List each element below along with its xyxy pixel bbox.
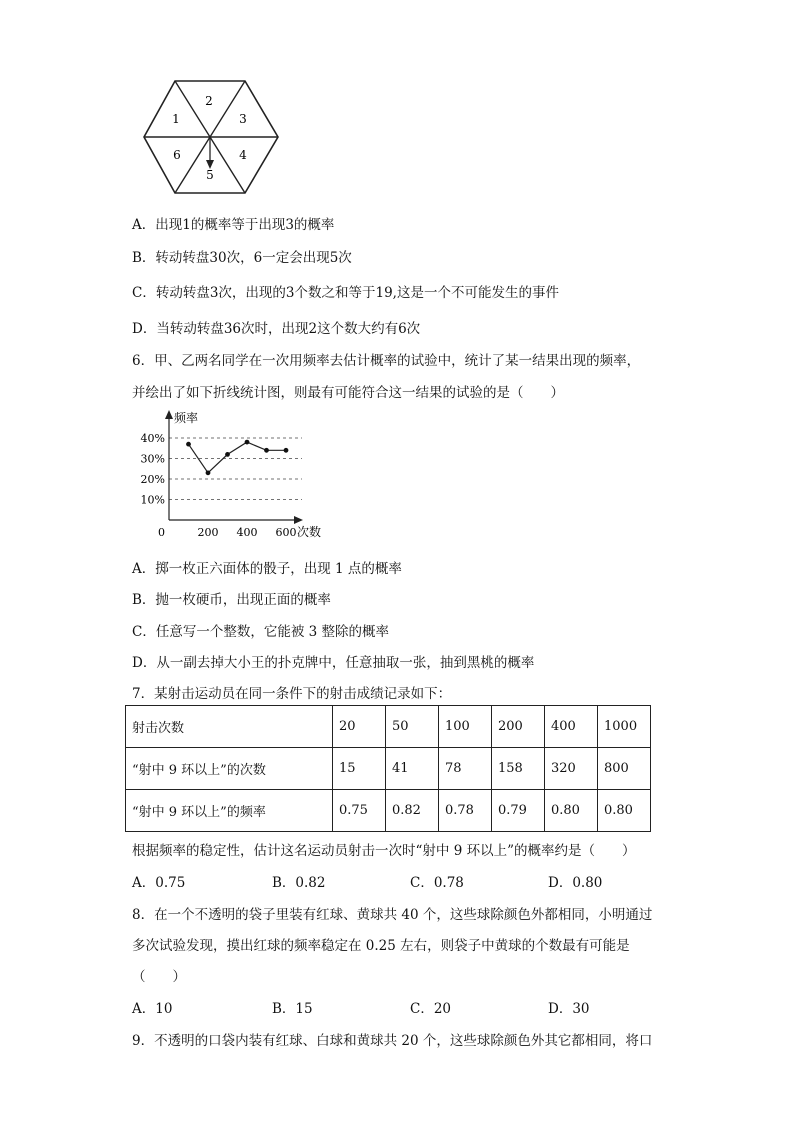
q5-option-c: C．转动转盘3次，出现的3个数之和等于19,这是一个不可能发生的事件 (132, 285, 559, 301)
q7-option-a: A．0.75 (132, 875, 186, 891)
q8-stem-line-2: 多次试验发现，摸出红球的频率稳定在 0.25 左右，则袋子中黄球的个数最有可能是 (132, 938, 630, 954)
table-cell: 射击次数 (126, 706, 333, 748)
q7-stem: 7．某射击运动员在同一条件下的射击成绩记录如下： (132, 686, 452, 702)
table-cell: 800 (598, 748, 651, 790)
spinner-sector-label: 1 (172, 112, 180, 126)
data-point (225, 452, 230, 457)
q6-option-c: C．任意写一个整数，它能被 3 整除的概率 (132, 624, 390, 640)
q6-stem-line-2: 并绘出了如下折线统计图，则最有可能符合这一结果的试验的是（ ） (132, 385, 564, 401)
y-axis-label: 频率 (174, 411, 199, 425)
table-cell: 78 (439, 748, 492, 790)
table-row (126, 790, 651, 832)
data-point (206, 470, 211, 475)
x-tick-label: 0 (158, 526, 165, 539)
table-cell: “射中 9 环以上”的频率 (126, 790, 333, 832)
table-cell: 200 (492, 706, 545, 748)
y-tick-label: 10% (140, 493, 165, 507)
q6-option-d: D．从一副去掉大小王的扑克牌中，任意抽取一张，抽到黑桃的概率 (132, 655, 535, 671)
spinner-sector-label: 6 (173, 148, 181, 162)
table-cell: 41 (386, 748, 439, 790)
q8-stem-line-3: （ ） (132, 969, 186, 985)
y-tick-label: 40% (140, 432, 165, 445)
table-cell: 15 (333, 748, 386, 790)
data-point (186, 442, 191, 447)
frequency-line-chart (134, 407, 354, 542)
table-row (126, 706, 651, 748)
x-tick-label: 600 (275, 526, 297, 539)
table-row (126, 748, 651, 790)
table-cell: 320 (545, 748, 598, 790)
y-axis-arrow (165, 410, 173, 419)
q8-option-d: D．30 (548, 1001, 590, 1017)
q7-option-c: C．0.78 (410, 875, 464, 891)
y-tick-label: 20% (140, 473, 165, 486)
x-axis-arrow (294, 516, 303, 524)
table-cell: 0.78 (439, 790, 492, 832)
table-cell: 0.80 (598, 790, 651, 832)
table-cell: 0.79 (492, 790, 545, 832)
q7-option-d: D．0.80 (548, 875, 603, 891)
q8-stem-line-1: 8．在一个不透明的袋子里装有红球、黄球共 40 个，这些球除颜色外都相同，小明通过 (132, 907, 653, 923)
y-tick-label: 30% (140, 452, 165, 466)
table-cell: 0.80 (545, 790, 598, 832)
spinner-figure (140, 78, 282, 198)
spinner-sector-label: 5 (206, 168, 214, 182)
data-point (264, 448, 269, 453)
q8-option-b: B．15 (272, 1001, 313, 1017)
q8-option-a: A．10 (132, 1001, 173, 1017)
q6-stem-line-1: 6．甲、乙两名同学在一次用频率去估计概率的试验中，统计了某一结果出现的频率， (132, 353, 641, 369)
q5-option-b: B．转动转盘30次，6一定会出现5次 (132, 250, 352, 266)
q6-option-b: B．抛一枚硬币，出现正面的概率 (132, 592, 331, 608)
q7-question: 根据频率的稳定性，估计这名运动员射击一次时“射中 9 环以上”的概率约是（ ） (132, 843, 636, 859)
table-cell: 158 (492, 748, 545, 790)
x-tick-label: 400 (236, 526, 258, 539)
spinner-sector-label: 2 (205, 94, 213, 108)
table-cell: “射中 9 环以上”的次数 (126, 748, 333, 790)
data-point (284, 448, 289, 453)
q5-option-a: A．出现1的概率等于出现3的概率 (132, 217, 335, 233)
data-point (245, 440, 250, 445)
frequency-series-line (189, 442, 287, 473)
shooting-record-table (125, 705, 651, 832)
spinner-sector-label: 3 (239, 112, 247, 126)
table-cell: 20 (333, 706, 386, 748)
table-cell: 1000 (598, 706, 651, 748)
q7-option-b: B．0.82 (272, 875, 326, 891)
q5-option-d: D．当转动转盘36次时，出现2这个数大约有6次 (132, 321, 421, 337)
q9-stem-line-1: 9．不透明的口袋内装有红球、白球和黄球共 20 个，这些球除颜色外其它都相同，将口 (132, 1033, 653, 1049)
table-cell: 100 (439, 706, 492, 748)
x-axis-label: 次数 (297, 525, 322, 539)
q6-option-a: A．掷一枚正六面体的骰子，出现 1 点的概率 (132, 561, 402, 577)
table-cell: 0.82 (386, 790, 439, 832)
x-tick-label: 200 (197, 526, 219, 539)
table-cell: 400 (545, 706, 598, 748)
table-cell: 0.75 (333, 790, 386, 832)
q8-option-c: C．20 (410, 1001, 452, 1017)
spinner-sector-label: 4 (239, 148, 247, 162)
table-cell: 50 (386, 706, 439, 748)
